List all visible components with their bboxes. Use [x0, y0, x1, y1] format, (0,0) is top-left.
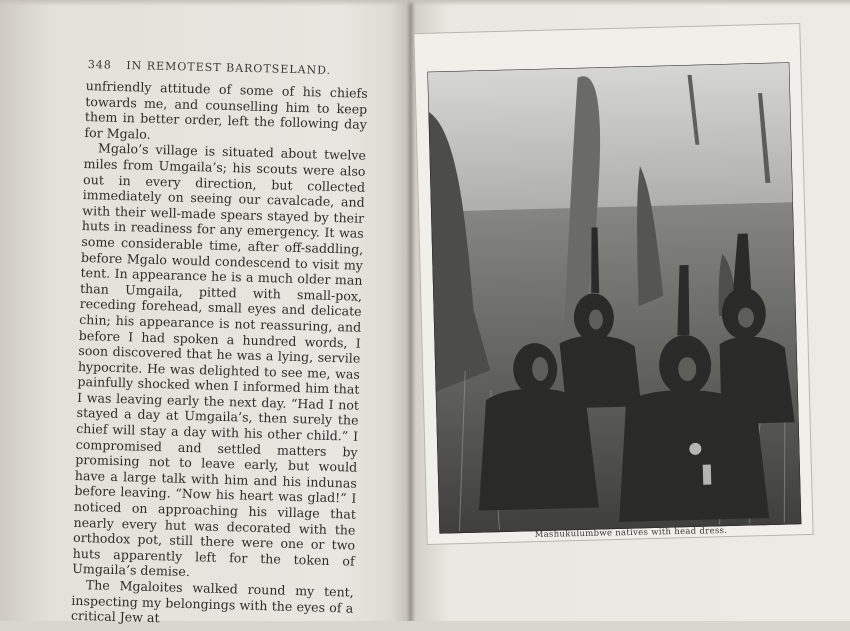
photograph-drawing [427, 62, 801, 533]
plate-caption: Mashukulumbwe natives with head dress. [534, 525, 728, 541]
photo-plate [413, 23, 813, 545]
body-text [71, 78, 368, 631]
paragraph: unfriendly attitude of some of his chiefs towards me, and counselling him to keep them in better order, left the following day for Mgalo. [84, 78, 368, 142]
photograph [427, 62, 801, 533]
running-head [88, 58, 373, 81]
page-number: 348 [87, 58, 112, 72]
left-page [0, 0, 410, 626]
paragraph: The Mgaloites walked round my tent, inspecting my belongings with the eyes of a critical Jew at [70, 577, 354, 626]
running-head-title: IN REMOTEST BAROTSELAND. [126, 58, 332, 77]
paragraph: Mgalo’s village is situated about twelve miles from Umgaila’s; his scouts were also out in every direction, but collected immediately on seeing our cavalcade, and with their well-made spears stayed by their huts in readiness for any emergency. It was some considerable time, after off-saddling, before Mgalo would condescend to visit my tent. In appearance he is a much older man than Umgaila, pitted with small-pox, receding forehead, small eyes and delicate chin; his appearance is not reassuring, and before I had spoken a hundred words, I soon discovered that he was a lying, servile hypocrite. He was delighted to see me, was painfully shocked when I informed him that I was leaving early the next day. “Had I not stayed a day at Umgaila’s, then surely the chief will stay a day with his other child.” I compromised and settled matters by promising not to leave early, but would have a large talk with him and his indunas before leaving. “Now his heart was glad!” I noticed on approaching his village that nearly every hut was decorated with the orthodox pot, still there were one or two huts apparently left for the token of Umgaila’s demise. [72, 140, 367, 580]
